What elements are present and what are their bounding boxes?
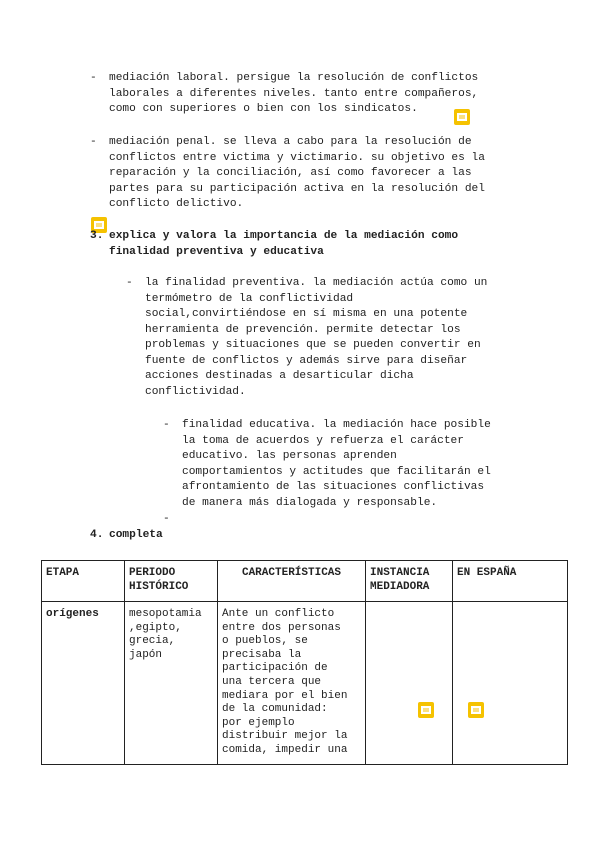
cell-en-espana xyxy=(453,602,568,765)
question-number: 4. xyxy=(90,529,104,541)
cell-instancia-mediadora xyxy=(366,602,453,765)
header-caracteristicas: CARACTERÍSTICAS xyxy=(218,561,366,602)
cell-caracteristicas: Ante un conflicto entre dos personas o pueblos, se precisaba la participación de una tercera que mediara por el bien de la comunidad: por ejemplo distribuir mejor la comida, impedir una xyxy=(218,602,366,765)
question-3 xyxy=(90,229,530,260)
question-number: 3. xyxy=(90,230,104,242)
list-item-mediacion-penal xyxy=(90,135,530,213)
question-4 xyxy=(90,528,290,544)
header-en-espana: EN ESPAÑA xyxy=(453,561,568,602)
header-instancia-mediadora: INSTANCIA MEDIADORA xyxy=(366,561,453,602)
empty-list-item xyxy=(163,512,170,528)
list-dash: - xyxy=(163,513,170,525)
cell-etapa: orígenes xyxy=(42,602,125,765)
list-dash: - xyxy=(163,419,170,431)
paragraph-finalidad-preventiva: la finalidad preventiva. la mediación actúa como un termómetro de la conflictividad social,convirtiéndose en sí misma en una potente herramienta de prevención. permite detectar los problemas y situaciones que se pueden convertir en fuente de conflictos y además sirve para diseñar acciones destinadas a desarticular dicha conflictividad. xyxy=(145,277,488,398)
comment-icon[interactable] xyxy=(454,109,470,125)
table-row xyxy=(42,602,568,765)
list-item-finalidad-educativa xyxy=(163,418,543,511)
paragraph-mediacion-penal: mediación penal. se lleva a cabo para la resolución de conflictos entre victima y victimario. su objetivo es la reparación y la conciliación, así como favorecer a las partes para su participación activa en la resolución del conflicto delictivo. xyxy=(109,136,485,210)
paragraph-finalidad-educativa: finalidad educativa. la mediación hace posible la toma de acuerdos y refuerza el carácter educativo. las personas aprenden comportamientos y actitudes que facilitarán el afrontamiento de las situaciones conflictivas de manera más dialogada y responsable. xyxy=(182,419,491,509)
table-header-row xyxy=(42,561,568,602)
comment-icon[interactable] xyxy=(468,702,484,718)
paragraph-mediacion-laboral: mediación laboral. persigue la resolución de conflictos laborales a diferentes niveles. tanto entre compañeros, como con superiores o bien con los sindicatos. xyxy=(109,72,479,115)
list-item-finalidad-preventiva xyxy=(126,276,546,400)
cell-periodo-historico: mesopotamia ,egipto, grecia, japón xyxy=(125,602,218,765)
header-etapa: ETAPA xyxy=(42,561,125,602)
comment-icon[interactable] xyxy=(418,702,434,718)
stages-table xyxy=(41,560,568,765)
list-dash: - xyxy=(126,277,133,289)
header-periodo-historico: PERIODO HISTÓRICO xyxy=(125,561,218,602)
list-dash: - xyxy=(90,72,97,84)
list-dash: - xyxy=(90,136,97,148)
question-4-text: completa xyxy=(109,529,163,541)
question-3-text: explica y valora la importancia de la mediación como finalidad preventiva y educativa xyxy=(109,230,459,258)
